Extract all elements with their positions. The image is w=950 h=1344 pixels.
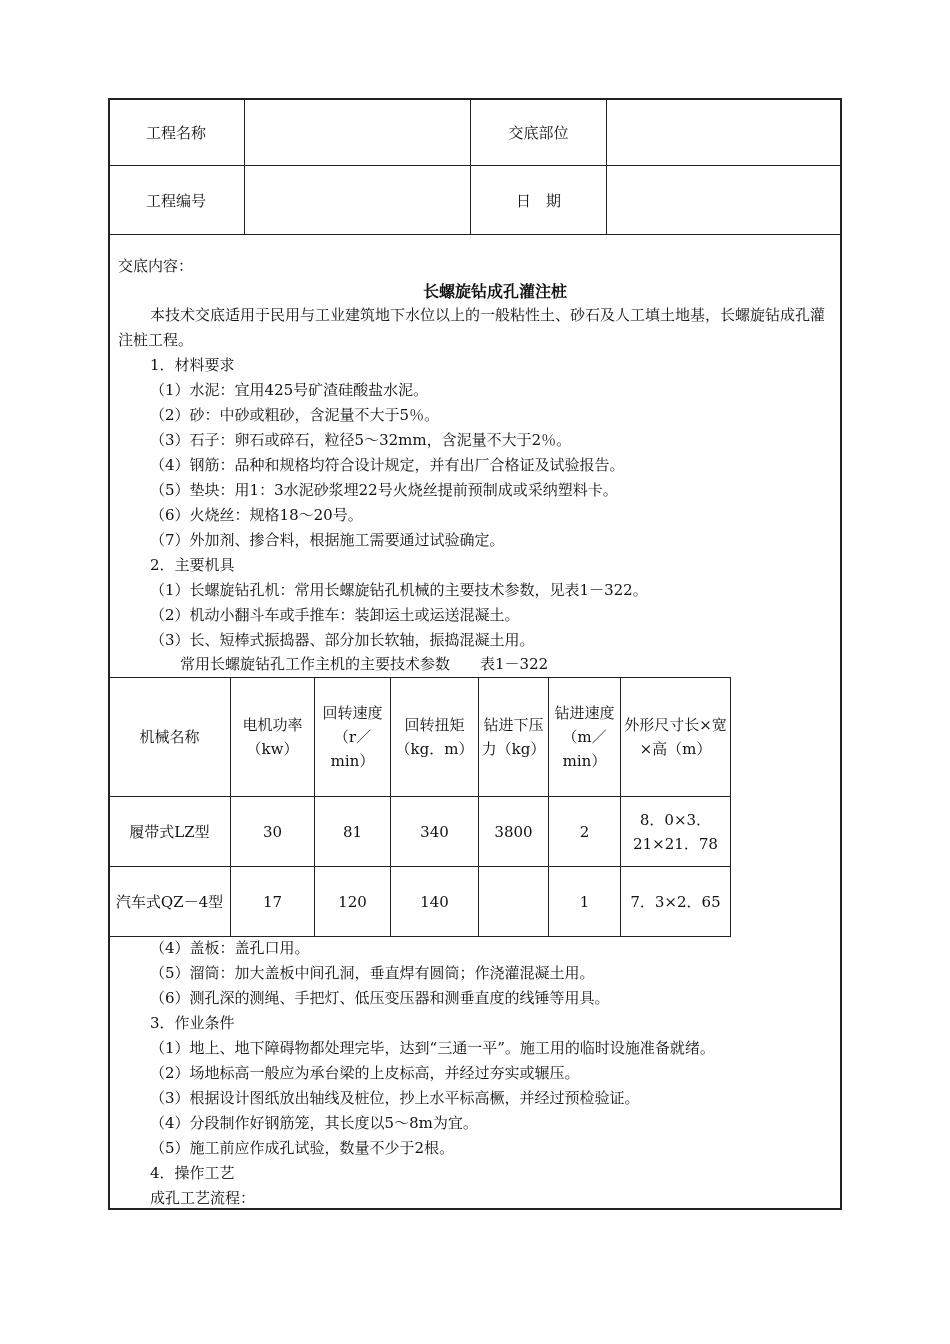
header-motor-power: 电机功率（kw） [231,678,315,797]
list-item: （2）场地标高一般应为承台梁的上皮标高，并经过夯实或辗压。 [150,1064,580,1082]
list-item: （4）钢筋：品种和规格均符合设计规定，并有出厂合格证及试验报告。 [150,456,625,474]
table-header-row [109,678,731,797]
list-item: （1）水泥：宜用425号矿渣硅酸盐水泥。 [150,381,429,399]
table-cell: 汽车式QZ－4型 [109,867,231,937]
header-bottom-divider [108,234,842,235]
table-cell: 17 [231,867,315,937]
project-name-label: 工程名称 [145,123,206,142]
list-item: （5）垫块：用1：3水泥砂浆埋22号火烧丝提前预制成或采纳塑料卡。 [150,481,618,499]
header-rotation-speed: 回转速度（r／min） [315,678,391,797]
list-item: （3）长、短棒式振捣器、部分加长软轴，振捣混凝土用。 [150,631,535,649]
table-cell: 30 [231,797,315,867]
header-rotation-torque: 回转扭矩（kg．m） [391,678,479,797]
table-cell: 120 [315,867,391,937]
section-heading: 3．作业条件 [150,1014,235,1032]
project-name-value[interactable] [245,98,470,166]
handover-part-label: 交底部位 [508,123,569,142]
list-item: （7）外加剂、掺合料，根据施工需要通过试验确定。 [150,531,505,549]
table-cell: 3800 [479,797,549,867]
list-item: （1）地上、地下障碍物都处理完毕，达到“三通一平”。施工用的临时设施准备就绪。 [150,1039,715,1057]
table-cell: 1 [549,867,621,937]
intro-paragraph: 本技术交底适用于民用与工业建筑地下水位以上的一般粘性土、砂石及人工填土地基，长螺旋钻成孔灌注桩工程。 [118,306,826,349]
table-cell: 7．3×2．65 [621,867,731,937]
list-item: （2）机动小翻斗车或手推车：装卸运土或运送混凝土。 [150,606,520,624]
content-label: 交底内容： [118,257,194,275]
list-item: （6）火烧丝：规格18～20号。 [150,506,363,524]
table-cell: 2 [549,797,621,867]
project-no-label: 工程编号 [145,191,206,210]
list-item: （4）盖板：盖孔口用。 [150,939,310,957]
list-item: （5）溜筒：加大盖板中间孔洞，垂直焊有圆筒；作浇灌混凝土用。 [150,964,595,982]
header-downforce: 钻进下压 力（kg） [479,678,549,797]
date-value[interactable] [607,166,842,234]
section-heading: 1．材料要求 [150,356,235,374]
table-row [109,797,731,867]
handover-part-value[interactable] [607,98,842,166]
table-caption: 常用长螺旋钻孔工作主机的主要技术参数 表1－322 [180,655,549,673]
project-no-value[interactable] [245,166,470,234]
table-cell: 履带式LZ型 [109,797,231,867]
header-drill-speed: 钻进速度（m／min） [549,678,621,797]
table-cell: 340 [391,797,479,867]
list-item: （1）长螺旋钻孔机：常用长螺旋钻孔机械的主要技术参数，见表1－322。 [150,581,648,599]
machine-params-table [108,677,731,937]
table-cell: 8．0×3．21×21．78 [621,797,731,867]
list-item: （6）测孔深的测绳、手把灯、低压变压器和测垂直度的线锤等用具。 [150,989,610,1007]
table-cell: 140 [391,867,479,937]
document-title: 长螺旋钻成孔灌注桩 [422,282,567,301]
table-cell: 81 [315,797,391,867]
date-label: 日 期 [515,191,561,210]
list-item: 成孔工艺流程： [150,1189,256,1207]
list-item: （4）分段制作好钢筋笼，其长度以5～8m为宜。 [150,1114,478,1132]
list-item: （3）根据设计图纸放出轴线及桩位，抄上水平标高橛，并经过预检验证。 [150,1089,640,1107]
list-item: （5）施工前应作成孔试验，数量不少于2根。 [150,1139,455,1157]
header-machine-name: 机械名称 [109,678,231,797]
table-cell [479,867,549,937]
list-item: （3）石子：卵石或碎石，粒径5～32mm，含泥量不大于2％。 [150,431,572,449]
table-row [109,867,731,937]
header-dimensions: 外形尺寸长×宽×高（m） [621,678,731,797]
list-item: （2）砂：中砂或粗砂，含泥量不大于5％。 [150,406,440,424]
section-heading: 4．操作工艺 [150,1164,235,1182]
section-heading: 2．主要机具 [150,556,235,574]
